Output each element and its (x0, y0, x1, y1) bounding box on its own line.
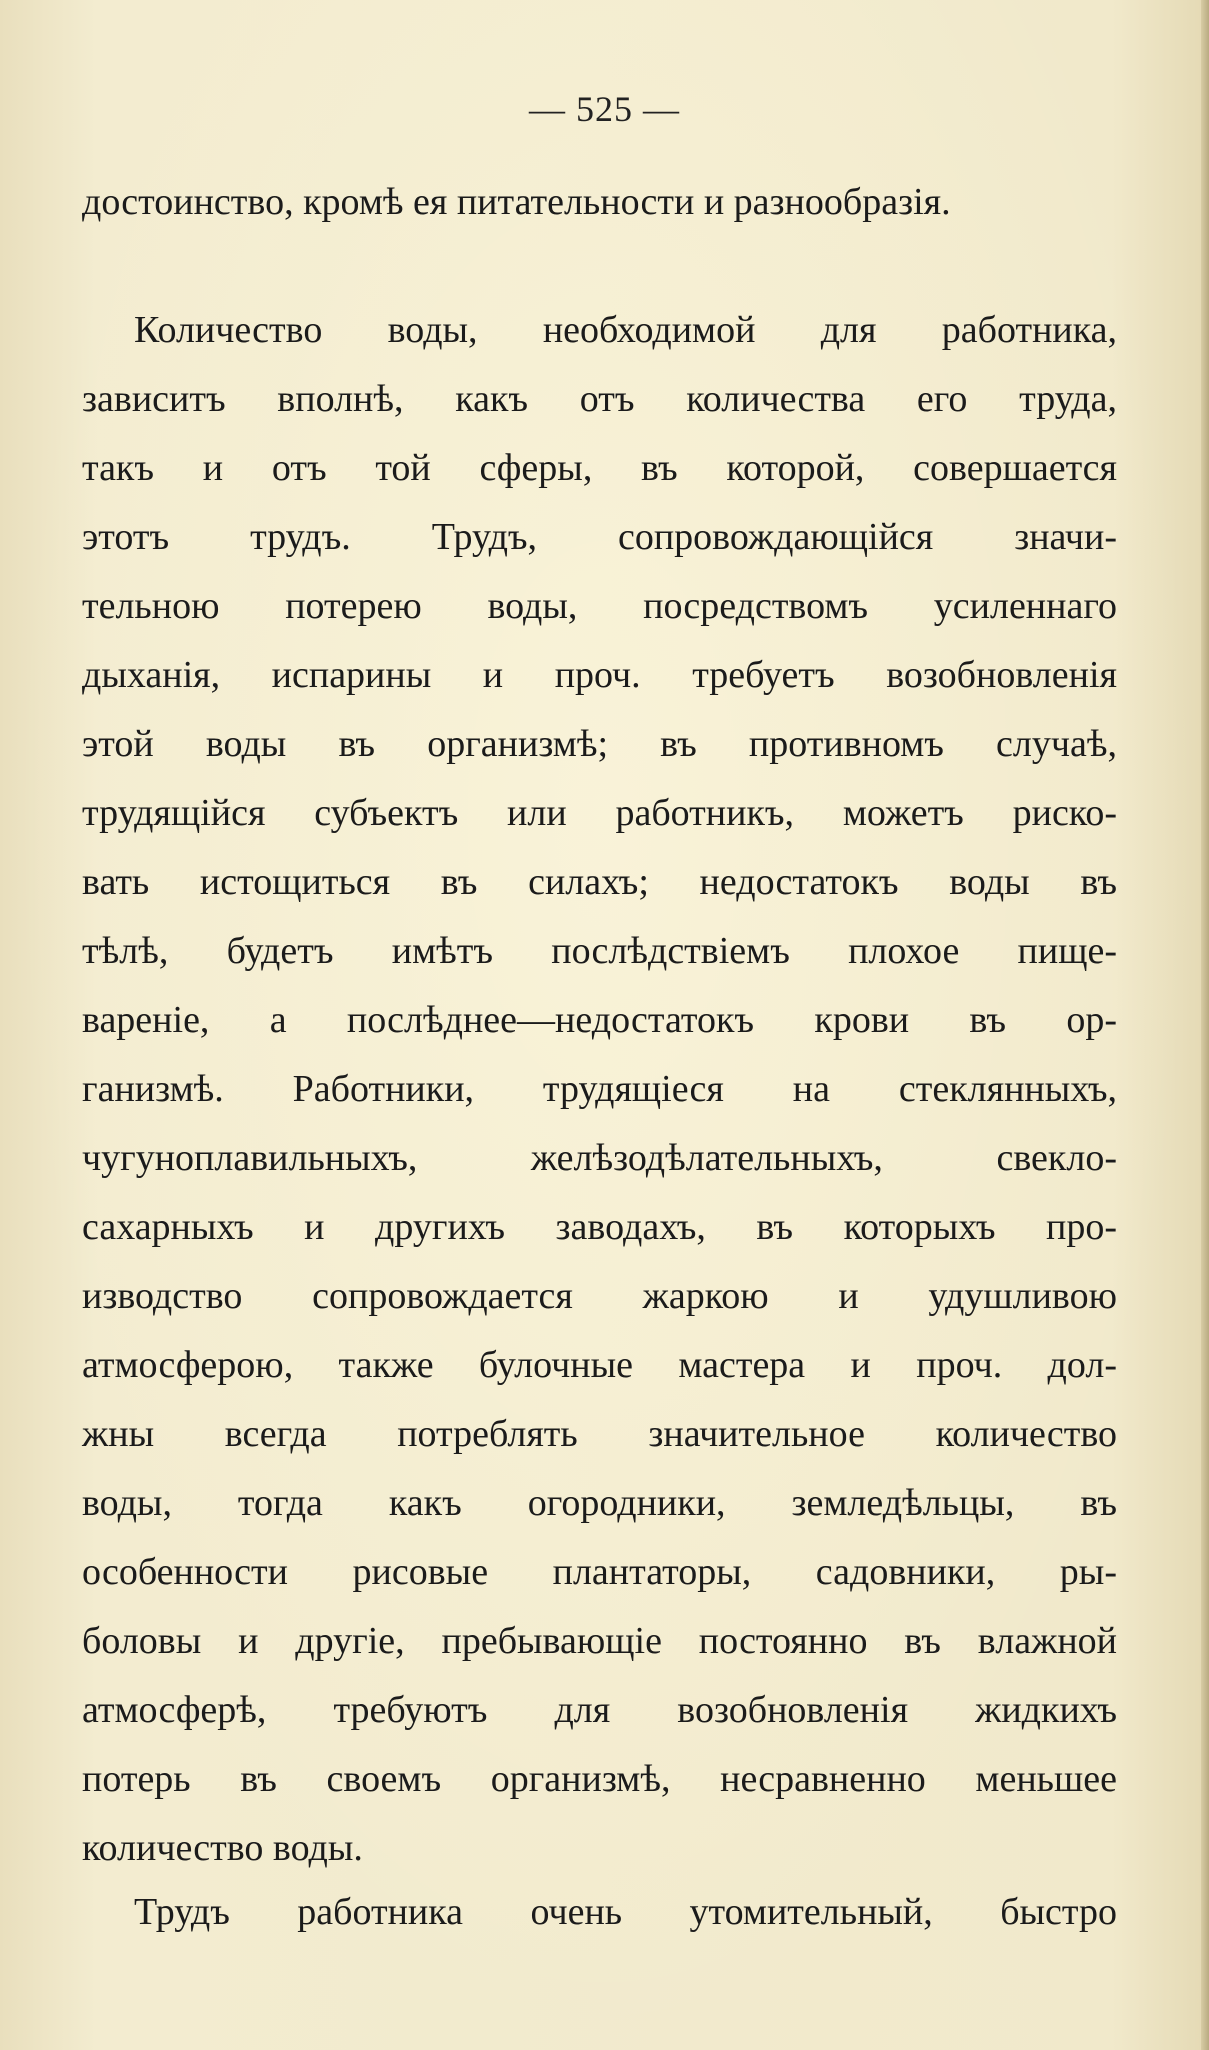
text-line: зависитъ вполнѣ, какъ отъ количества его труда, (82, 378, 1117, 420)
text-line: чугуноплавильныхъ, желѣзодѣлательныхъ, свекло- (82, 1137, 1117, 1179)
text-line: жны всегда потреблять значительное количество (82, 1413, 1117, 1455)
text-line: потерь въ своемъ организмѣ, несравненно меньшее (82, 1758, 1117, 1800)
text-line: количество воды. (82, 1827, 363, 1869)
text-line: тельною потерею воды, посредствомъ усиленнаго (82, 585, 1117, 627)
page-edge (1201, 0, 1209, 2050)
text-line: вареніе, а послѣднее—недостатокъ крови въ ор- (82, 999, 1117, 1041)
text-line: трудящійся субъектъ или работникъ, можетъ риско- (82, 792, 1117, 834)
text-line: воды, тогда какъ огородники, земледѣльцы, въ (82, 1482, 1117, 1524)
text-line: этотъ трудъ. Трудъ, сопровождающійся значи- (82, 516, 1117, 558)
text-line: сахарныхъ и другихъ заводахъ, въ которыхъ про- (82, 1206, 1117, 1248)
paragraph-1 (82, 168, 1117, 237)
text-line: достоинство, кромѣ ея питательности и разнообразія. (82, 181, 951, 223)
text-line: Трудъ работника очень утомительный, быстро (134, 1891, 1117, 1933)
text-line: такъ и отъ той сферы, въ которой, совершается (82, 447, 1117, 489)
text-line: ганизмѣ. Работники, трудящіеся на стеклянныхъ, (82, 1068, 1117, 1110)
text-line: дыханія, испарины и проч. требуетъ возобновленія (82, 654, 1117, 696)
text-line: атмосферою, также булочные мастера и проч. дол- (82, 1344, 1117, 1386)
text-line: вать истощиться въ силахъ; недостатокъ воды въ (82, 861, 1117, 903)
paragraph-2 (82, 296, 1117, 1883)
text-line: тѣлѣ, будетъ имѣтъ послѣдствіемъ плохое пище- (82, 930, 1117, 972)
text-line: боловы и другіе, пребывающіе постоянно въ влажной (82, 1620, 1117, 1662)
text-line: атмосферѣ, требуютъ для возобновленія жидкихъ (82, 1689, 1117, 1731)
paragraph-3 (82, 1878, 1117, 1947)
text-line: особенности рисовые плантаторы, садовники, ры- (82, 1551, 1117, 1593)
text-line: изводство сопровождается жаркою и удушливою (82, 1275, 1117, 1317)
text-line: этой воды въ организмѣ; въ противномъ случаѣ, (82, 723, 1117, 765)
text-line: Количество воды, необходимой для работника, (134, 309, 1117, 351)
page-number: — 525 — (529, 89, 680, 129)
